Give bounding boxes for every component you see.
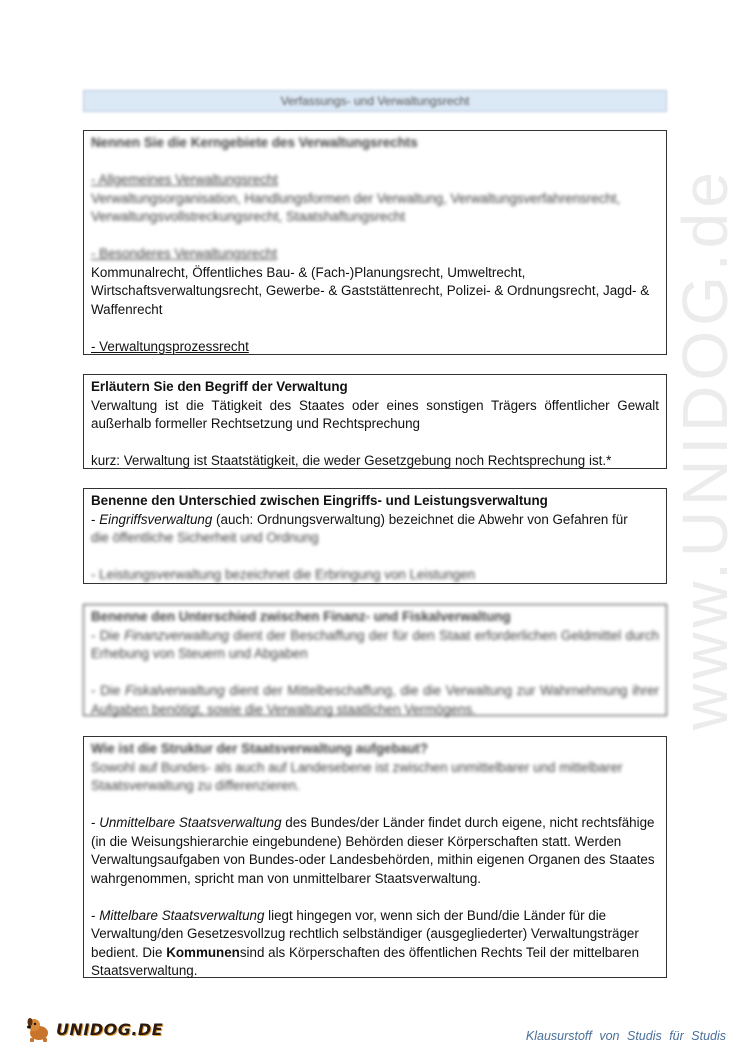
question-heading: Wie ist die Struktur der Staatsverwaltung aufgebaut? [91, 741, 428, 756]
unidog-logo[interactable] [24, 1014, 163, 1044]
watermark: www.UNIDOG.de [669, 167, 741, 730]
answer-text [91, 627, 659, 664]
list-item-heading: - Allgemeines Verwaltungsrecht [91, 172, 278, 187]
blurred-section [91, 529, 659, 585]
qa-box-begriff-verwaltung [83, 374, 667, 469]
footer-slogan: Klausurstoff von Studis für Studis [525, 1029, 726, 1043]
text-end: sind als Körperschaften des öffentlichen Rechts Teil der mittelbaren Staatsverwaltung. [91, 944, 640, 978]
text-prefix: - [91, 511, 100, 527]
text-prefix: - [91, 815, 100, 830]
answer-text: Verwaltung ist die Tätigkeit des Staates oder eines sonstigen Trägers öffentlicher Gewalt außerhalb formeller Rechtsetzung und Rechtsprechung [91, 397, 659, 431]
term-bold: Kommunen [166, 944, 240, 960]
text-rest: liegt hingegen vor, wenn sich der Bund/die Länder für die Verwaltung/den Gesetzesvollzug rechtlich selbständiger (ausgegliederter) Verwaltungsträger bedient. Die [91, 907, 639, 960]
answer-text: kurz: Verwaltung ist Staatstätigkeit, die weder Gesetzgebung noch Rechtsprechung ist.* [91, 453, 612, 468]
answer-text [91, 682, 659, 719]
logo-text: UNIDOG.DE [56, 1019, 164, 1039]
question-heading: Nennen Sie die Kerngebiete des Verwaltungsrechts [91, 135, 418, 150]
list-item-heading: - Verwaltungsprozessrecht [91, 338, 249, 354]
qa-box-struktur-staatsverwaltung [83, 736, 667, 978]
answer-text [91, 511, 659, 530]
text-prefix: - Die [91, 627, 125, 643]
question-heading: Benenne den Unterschied zwischen Finanz- und Fiskalverwaltung [91, 609, 511, 624]
blurred-section [91, 134, 659, 264]
text-prefix: - [91, 907, 100, 923]
answer-text [91, 907, 659, 981]
term-italic: Finanzverwaltung [124, 627, 230, 643]
text-rest: dient der Beschaffung der für den Staat erforderlichen Geldmittel durch Erhebung von Steuern und Abgaben [91, 627, 659, 661]
qa-box-eingriffs-leistungsverwaltung [83, 488, 667, 584]
question-heading: Erläutern Sie den Begriff der Verwaltung [91, 379, 348, 394]
document-title-bar: Verfassungs- und Verwaltungsrecht [83, 90, 667, 112]
term-italic: Eingriffsverwaltung [99, 511, 213, 527]
qa-box-kerngebiete [83, 130, 667, 355]
answer-text: - Leistungsverwaltung bezeichnet die Erbringung von Leistungen [91, 567, 476, 582]
list-item-text: Kommunalrecht, Öffentliches Bau- & (Fach-)Planungsrecht, Umweltrecht, Wirtschaftsverwaltungsrecht, Gewerbe- & Gaststättenrecht, Polizei- & Ordnungsrecht, Jagd- & Waffenrecht [91, 264, 650, 317]
term-italic: Mittelbare Staatsverwaltung [99, 907, 265, 923]
answer-text: Sowohl auf Bundes- als auch auf Landesebene ist zwischen unmittelbarer und mittelbarer Staatsverwaltung zu differenzieren. [91, 759, 623, 793]
text-rest: dient der Mittelbeschaffung, die die Verwaltung zur Wahrnehmung ihrer Aufgaben benötigt, sowie die Verwaltung staatlichen Vermögens. [91, 683, 659, 717]
list-item-heading: - Besonderes Verwaltungsrecht [91, 246, 278, 261]
answer-text [91, 814, 659, 888]
term-italic: Fiskalverwaltung [125, 683, 225, 698]
text-rest: (auch: Ordnungsverwaltung) bezeichnet die Abwehr von Gefahren für [212, 511, 628, 527]
text-rest: des Bundes/der Länder findet durch eigene, nicht rechtsfähige (in die Weisungshierarchie eingebundene) Behörden dieser Körperschaften statt. Werden Verwaltungsaufgaben von Bundes-oder Landesbehörden, mithin eigenen Organen des Staates wahrgenommen, spricht man von unmittelbarer Staatsverwaltung. [91, 815, 655, 886]
list-item-text: Verwaltungsorganisation, Handlungsformen der Verwaltung, Verwaltungsverfahrensrecht, Verwaltungsvollstreckungsrecht, Staatshaftungsrecht [91, 190, 621, 224]
question-heading: Benenne den Unterschied zwischen Eingriffs- und Leistungsverwaltung [91, 493, 548, 508]
text-prefix: - Die [91, 683, 126, 698]
blurred-section [91, 740, 659, 796]
term-italic: Unmittelbare Staatsverwaltung [99, 815, 282, 830]
qa-box-finanz-fiskalverwaltung [83, 604, 667, 716]
dog-mascot-icon [24, 1014, 54, 1044]
answer-text: die öffentliche Sicherheit und Ordnung [91, 530, 319, 545]
